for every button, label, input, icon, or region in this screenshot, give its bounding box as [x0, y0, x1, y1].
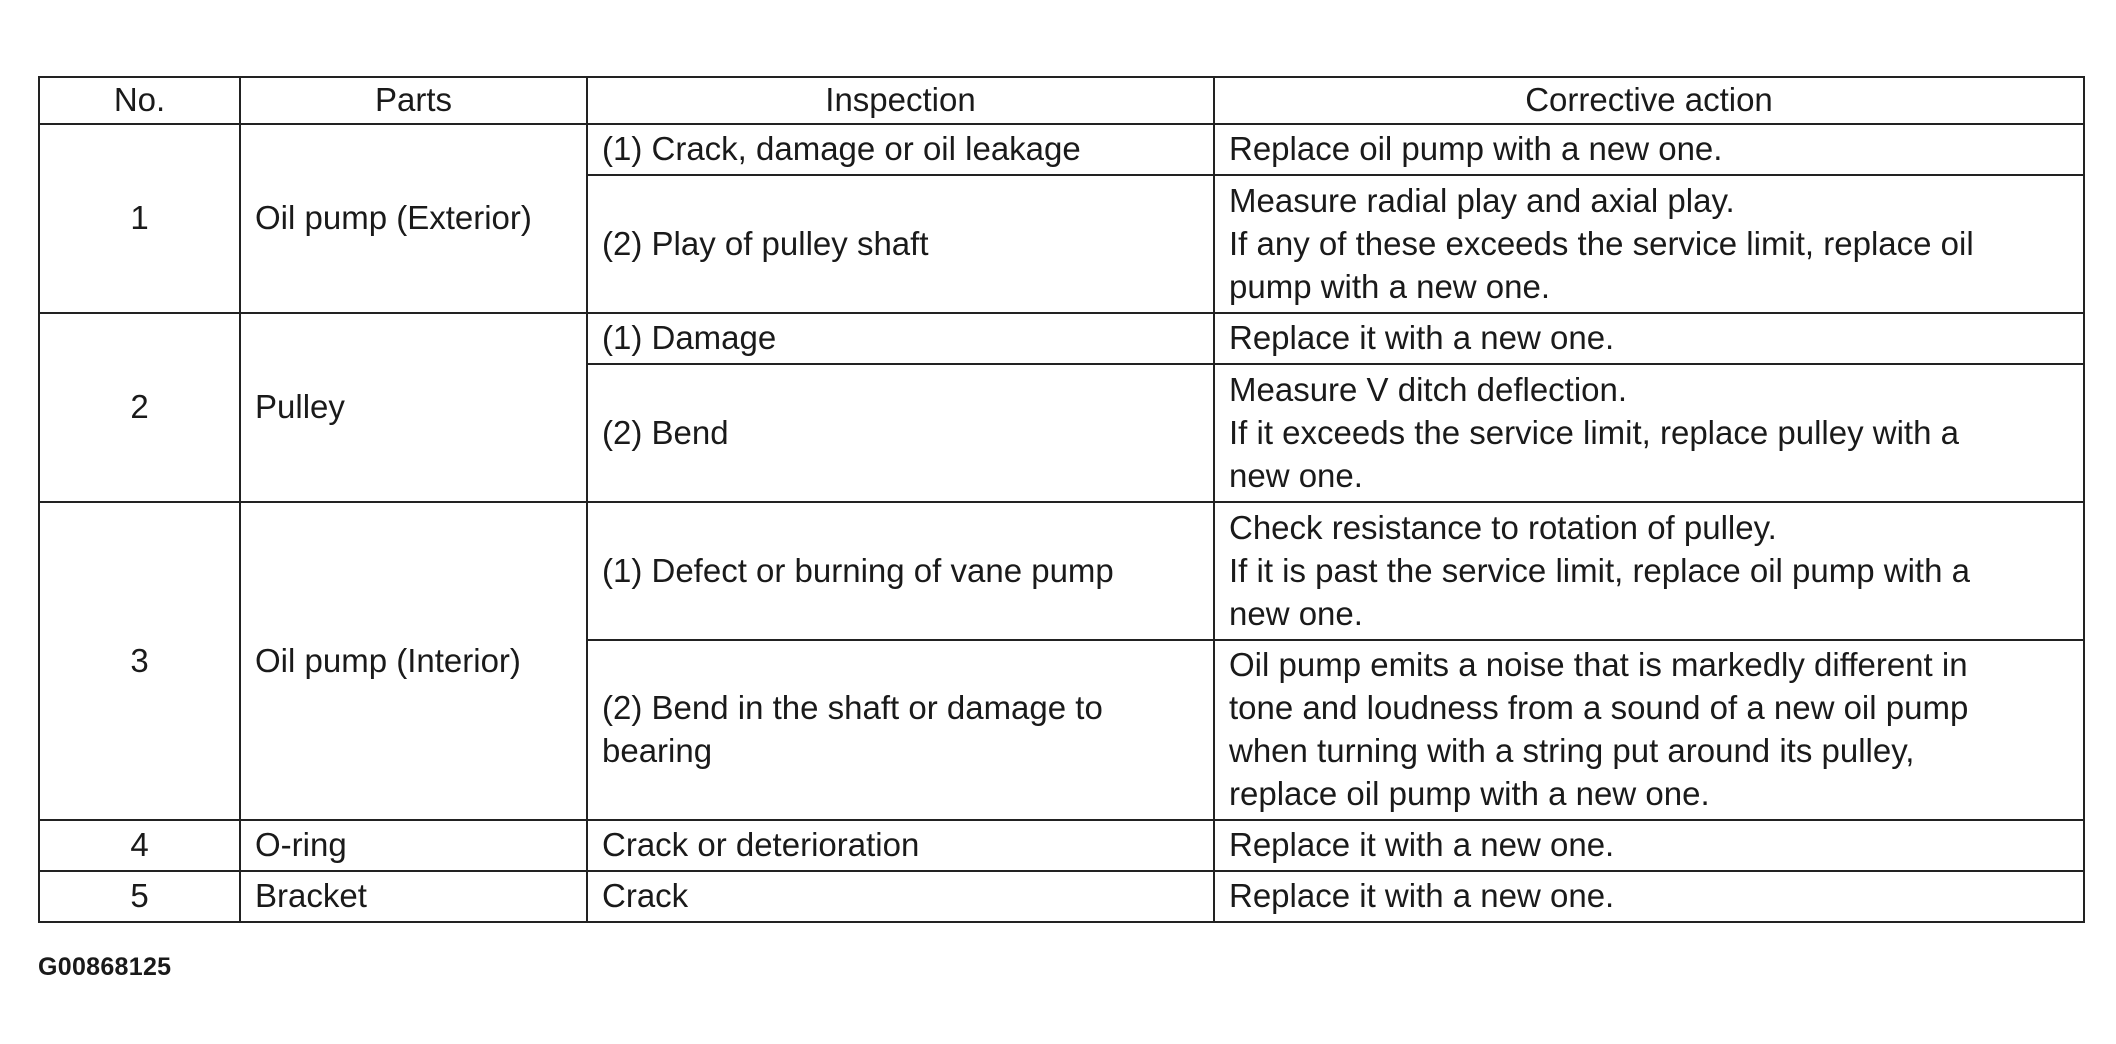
action-line: new one.: [1229, 594, 1363, 632]
inspection-cell: (1) Damage: [587, 313, 1214, 364]
figure-id: G00868125: [38, 953, 172, 981]
table-row: [39, 124, 2084, 175]
part-name: Pulley: [240, 313, 587, 502]
part-name: Oil pump (Interior): [240, 502, 587, 820]
action-line: Check resistance to rotation of pulley.: [1229, 508, 1777, 546]
action-line: replace oil pump with a new one.: [1229, 775, 1710, 812]
row-number: 3: [39, 502, 240, 820]
part-name: Bracket: [240, 871, 587, 922]
inspection-cell: (2) Play of pulley shaft: [587, 175, 1214, 313]
corrective-action-cell: [1214, 502, 2084, 640]
corrective-action-cell: [1214, 640, 2084, 820]
corrective-action-cell: [1214, 175, 2084, 313]
action-line: Replace it with a new one.: [1229, 877, 1615, 914]
header-parts: Parts: [240, 77, 587, 124]
inspection-cell: Crack or deterioration: [587, 820, 1214, 871]
action-line: If it is past the service limit, replace oil pump with a: [1229, 551, 1970, 589]
action-line: when turning with a string put around its pulley,: [1229, 732, 1915, 769]
table-row: [39, 313, 2084, 364]
corrective-action-cell: [1214, 313, 2084, 364]
action-line: If any of these exceeds the service limit, replace oil: [1229, 224, 1974, 262]
action-line: Measure radial play and axial play.: [1229, 181, 1735, 219]
inspection-sheet: [38, 76, 2083, 923]
inspection-line: (2) Bend in the shaft or damage to: [602, 689, 1103, 726]
part-name: O-ring: [240, 820, 587, 871]
row-number: 1: [39, 124, 240, 313]
action-line: If it exceeds the service limit, replace pulley with a: [1229, 413, 1959, 451]
inspection-cell: Crack: [587, 871, 1214, 922]
inspection-cell: [587, 640, 1214, 820]
row-number: 4: [39, 820, 240, 871]
inspection-line: bearing: [602, 732, 713, 769]
inspection-table: [38, 76, 2085, 923]
inspection-cell: (1) Defect or burning of vane pump: [587, 502, 1214, 640]
table-row: [39, 502, 2084, 640]
header-no: No.: [39, 77, 240, 124]
table-row: [39, 820, 2084, 871]
action-line: Measure V ditch deflection.: [1229, 370, 1628, 408]
corrective-action-cell: [1214, 871, 2084, 922]
corrective-action-cell: [1214, 820, 2084, 871]
row-number: 2: [39, 313, 240, 502]
action-line: Replace it with a new one.: [1229, 319, 1615, 356]
header-corrective-action: Corrective action: [1214, 77, 2084, 124]
corrective-action-cell: [1214, 364, 2084, 502]
header-row: [39, 77, 2084, 124]
action-line: Replace it with a new one.: [1229, 826, 1615, 863]
action-line: new one.: [1229, 456, 1363, 494]
action-line: pump with a new one.: [1229, 267, 1551, 305]
row-number: 5: [39, 871, 240, 922]
table-row: [39, 871, 2084, 922]
inspection-cell: (2) Bend: [587, 364, 1214, 502]
action-line: tone and loudness from a sound of a new oil pump: [1229, 689, 1969, 726]
action-line: Replace oil pump with a new one.: [1229, 130, 1723, 167]
part-name: Oil pump (Exterior): [240, 124, 587, 313]
corrective-action-cell: [1214, 124, 2084, 175]
header-inspection: Inspection: [587, 77, 1214, 124]
action-line: Oil pump emits a noise that is markedly different in: [1229, 646, 1968, 683]
inspection-cell: (1) Crack, damage or oil leakage: [587, 124, 1214, 175]
